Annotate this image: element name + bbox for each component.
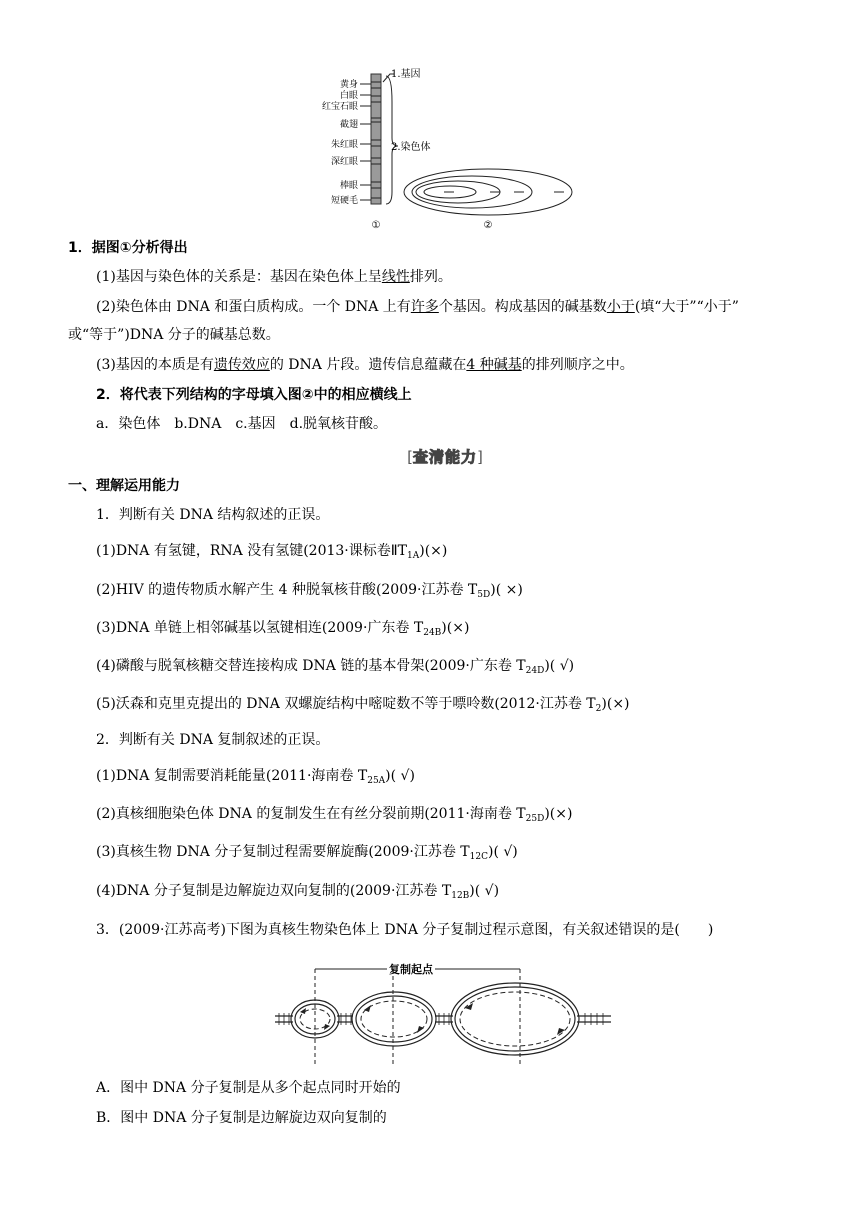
judgement-item: (2)HIV 的遗传物质水解产生 4 种脱氧核苷酸(2009·江苏卷 $T_{5D}$)( ×) — [96, 582, 523, 600]
question-stem: 3．(2009·江苏高考)下图为真核生物染色体上 DNA 分子复制过程示意图，有关叙述错误的是( ) — [96, 922, 714, 938]
paragraph: (2)染色体由 DNA 和蛋白质构成。一个 DNA 上有许多个基因。构成基因的碱基数小于(填“大于”“小于” — [96, 299, 739, 315]
judgement-item: (1)DNA 复制需要消耗能量(2011·海南卷 $T_{25A}$)( √) — [96, 768, 415, 786]
gene-callout: 1.基因 — [391, 69, 421, 80]
chromosome-bar — [371, 74, 381, 204]
paragraph: (3)基因的本质是有遗传效应的 DNA 片段。遗传信息蕴藏在4 种碱基的排列顺序之中。 — [96, 357, 634, 373]
judgement-item: (1)DNA 有氢键，RNA 没有氢键(2013·课标卷$ⅡT_{1A})(\times)$ — [96, 543, 448, 561]
options-line: a．染色体 b.DNA c.基因 d.脱氧核苷酸。 — [96, 416, 388, 432]
paragraph: 或“等于”)DNA 分子的碱基总数。 — [68, 327, 280, 343]
judgement-item: (5)沃森和克里克提出的 DNA 双螺旋结构中嘧啶数不等于嘌呤数(2012·江苏卷 $T_2)(\times)$ — [96, 696, 630, 714]
gene-label: 白眼 — [339, 91, 358, 101]
section-heading: 一、理解运用能力 — [68, 478, 180, 494]
gene-label: 黄身 — [339, 80, 358, 90]
nested-ovals — [404, 169, 572, 215]
judgement-item: (3)DNA 单链上相邻碱基以氢键相连(2009·广东卷 $T_{24B})(\times)$ — [96, 620, 470, 638]
figure-marker: ① — [371, 220, 381, 231]
figure-marker: ② — [483, 220, 493, 231]
question-title: 2．判断有关 DNA 复制叙述的正误。 — [96, 732, 330, 748]
chromosome-figure — [300, 62, 590, 234]
gene-label: 棒眼 — [339, 181, 358, 191]
judgement-item: (2)真核细胞染色体 DNA 的复制发生在有丝分裂前期(2011·海南卷 $T_{25D})(\times)$ — [96, 806, 573, 824]
gene-label: 短硬毛 — [330, 196, 358, 206]
gene-label: 朱红眼 — [330, 140, 358, 150]
section-badge: [查清能力] — [407, 448, 483, 466]
answer-option-a: A．图中 DNA 分子复制是从多个起点同时开始的 — [96, 1080, 401, 1096]
question-title: 1．判断有关 DNA 结构叙述的正误。 — [96, 507, 330, 523]
gene-label: 深红眼 — [330, 157, 358, 167]
section-heading: 2．将代表下列结构的字母填入图②中的相应横线上 — [96, 387, 412, 403]
answer-option-b: B．图中 DNA 分子复制是边解旋边双向复制的 — [96, 1110, 387, 1126]
origin-label: 复制起点 — [389, 963, 433, 976]
gene-label: 截翅 — [339, 120, 358, 130]
chromosome-callout: 2.染色体 — [391, 142, 431, 153]
dna-replication-figure — [275, 948, 615, 1072]
paragraph: (1)基因与染色体的关系是：基因在染色体上呈线性排列。 — [96, 269, 452, 285]
section-heading: 1．据图①分析得出 — [68, 240, 188, 256]
judgement-item: (3)真核生物 DNA 分子复制过程需要解旋酶(2009·江苏卷 $T_{12C}$)( √) — [96, 844, 518, 862]
judgement-item: (4)磷酸与脱氧核糖交替连接构成 DNA 链的基本骨架(2009·广东卷 $T_{24D}$)( √) — [96, 658, 575, 676]
judgement-item: (4)DNA 分子复制是边解旋边双向复制的(2009·江苏卷 $T_{12B}$)( √) — [96, 883, 500, 901]
gene-label: 红宝石眼 — [321, 102, 358, 112]
